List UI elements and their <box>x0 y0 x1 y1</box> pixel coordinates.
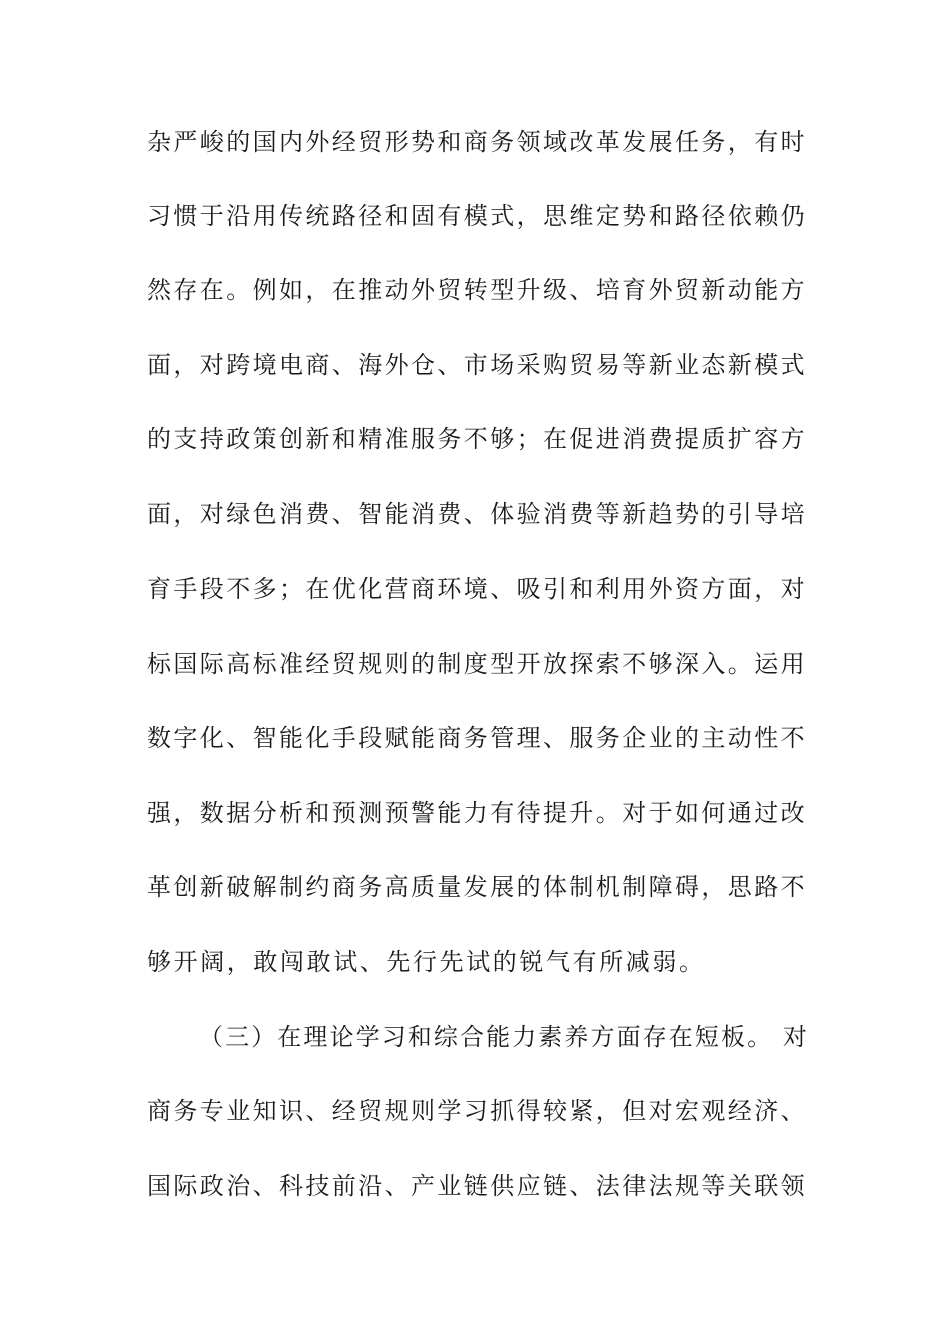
paragraph-line: 面，对跨境电商、海外仓、市场采购贸易等新业态新模式 <box>147 351 807 379</box>
paragraph-line: 国际政治、科技前沿、产业链供应链、法律法规等关联领 <box>147 1172 807 1200</box>
paragraph-line: 杂严峻的国内外经贸形势和商务领域改革发展任务，有时 <box>147 128 807 156</box>
paragraph-line: 习惯于沿用传统路径和固有模式，思维定势和路径依赖仍 <box>147 202 807 230</box>
section-heading-line: （三）在理论学习和综合能力素养方面存在短板。 对 <box>199 1023 810 1051</box>
paragraph-line: 数字化、智能化手段赋能商务管理、服务企业的主动性不 <box>147 724 807 752</box>
paragraph-line: 然存在。例如，在推动外贸转型升级、培育外贸新动能方 <box>147 276 807 304</box>
paragraph-line: 标国际高标准经贸规则的制度型开放探索不够深入。运用 <box>147 650 807 678</box>
paragraph-line: 商务专业知识、经贸规则学习抓得较紧，但对宏观经济、 <box>147 1097 807 1125</box>
paragraph-line: 的支持政策创新和精准服务不够；在促进消费提质扩容方 <box>147 425 807 453</box>
paragraph-line: 够开阔，敢闯敢试、先行先试的锐气有所减弱。 <box>147 948 706 976</box>
paragraph-line: 强，数据分析和预测预警能力有待提升。对于如何通过改 <box>147 799 807 827</box>
paragraph-line: 革创新破解制约商务高质量发展的体制机制障碍，思路不 <box>147 873 807 901</box>
paragraph-line: 面，对绿色消费、智能消费、体验消费等新趋势的引导培 <box>147 500 807 528</box>
paragraph-line: 育手段不多；在优化营商环境、吸引和利用外资方面，对 <box>147 575 807 603</box>
